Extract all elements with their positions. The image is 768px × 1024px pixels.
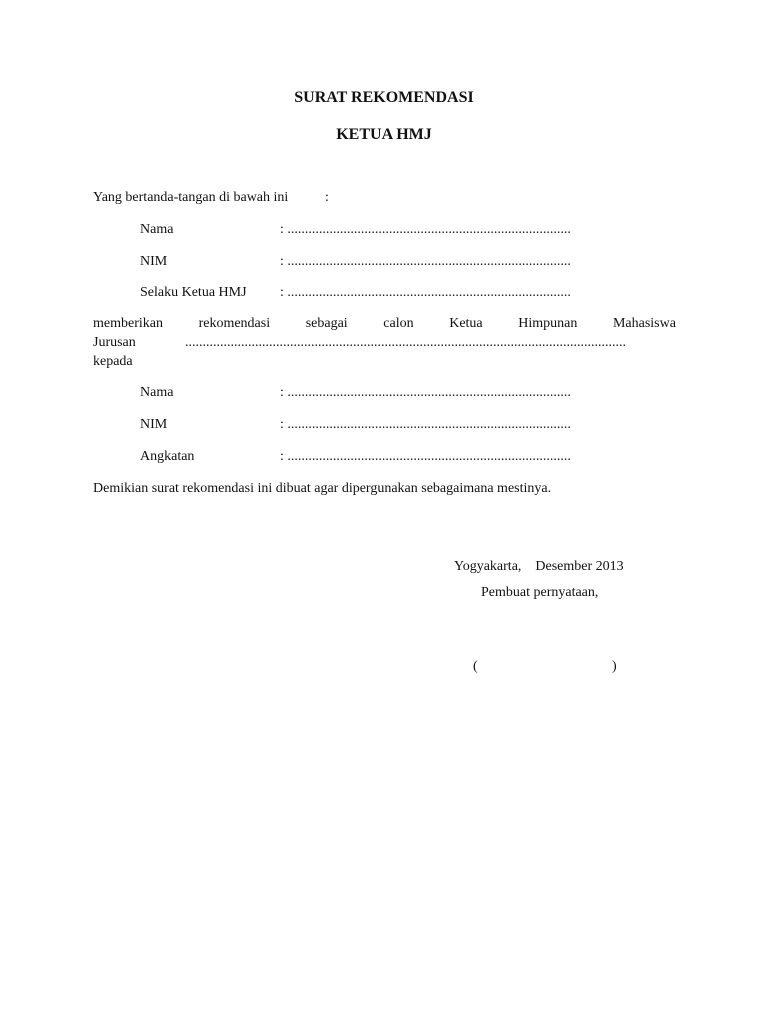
recommendation-word: sebagai xyxy=(305,316,348,331)
intro-colon: : xyxy=(325,190,329,205)
recommendation-word: calon xyxy=(383,316,414,331)
signature-close-paren: ) xyxy=(612,659,617,674)
kepada-text: kepada xyxy=(93,354,133,369)
recommendation-word: Himpunan xyxy=(518,316,578,331)
letter-subtitle: KETUA HMJ xyxy=(336,126,432,143)
candidate-nim-value: : ................................................................................. xyxy=(280,417,571,432)
candidate-year-value: : ................................................................................. xyxy=(280,449,571,464)
closing-text: Demikian surat rekomendasi ini dibuat agar dipergunakan sebagaimana mestinya. xyxy=(93,481,552,496)
intro-text: Yang bertanda-tangan di bawah ini xyxy=(93,190,289,205)
signer-nim-value: : ................................................................................. xyxy=(280,254,571,269)
recommendation-line-1 xyxy=(93,315,676,333)
signer-name-value: : ................................................................................. xyxy=(280,222,571,237)
recommendation-word: rekomendasi xyxy=(198,316,271,331)
recommendation-word: memberikan xyxy=(93,316,163,331)
signer-name-label: Nama xyxy=(140,222,174,237)
candidate-nim-label: NIM xyxy=(140,417,168,432)
signature-caption: Pembuat pernyataan, xyxy=(481,585,599,600)
candidate-year-label: Angkatan xyxy=(140,449,195,464)
recommendation-word: Ketua xyxy=(449,316,483,331)
recommendation-word: Mahasiswa xyxy=(612,316,676,331)
jurusan-dots: .............................................................................................................................. xyxy=(185,335,626,350)
signer-role-label: Selaku Ketua HMJ xyxy=(140,285,247,300)
place-date: Yogyakarta, Desember 2013 xyxy=(454,559,624,574)
signature-open-paren: ( xyxy=(473,659,478,674)
candidate-name-label: Nama xyxy=(140,385,174,400)
signer-nim-label: NIM xyxy=(140,254,168,269)
candidate-name-value: : ................................................................................. xyxy=(280,385,571,400)
signer-role-value: : ................................................................................. xyxy=(280,285,571,300)
jurusan-label: Jurusan xyxy=(93,335,136,350)
letter-title: SURAT REKOMENDASI xyxy=(294,89,474,106)
